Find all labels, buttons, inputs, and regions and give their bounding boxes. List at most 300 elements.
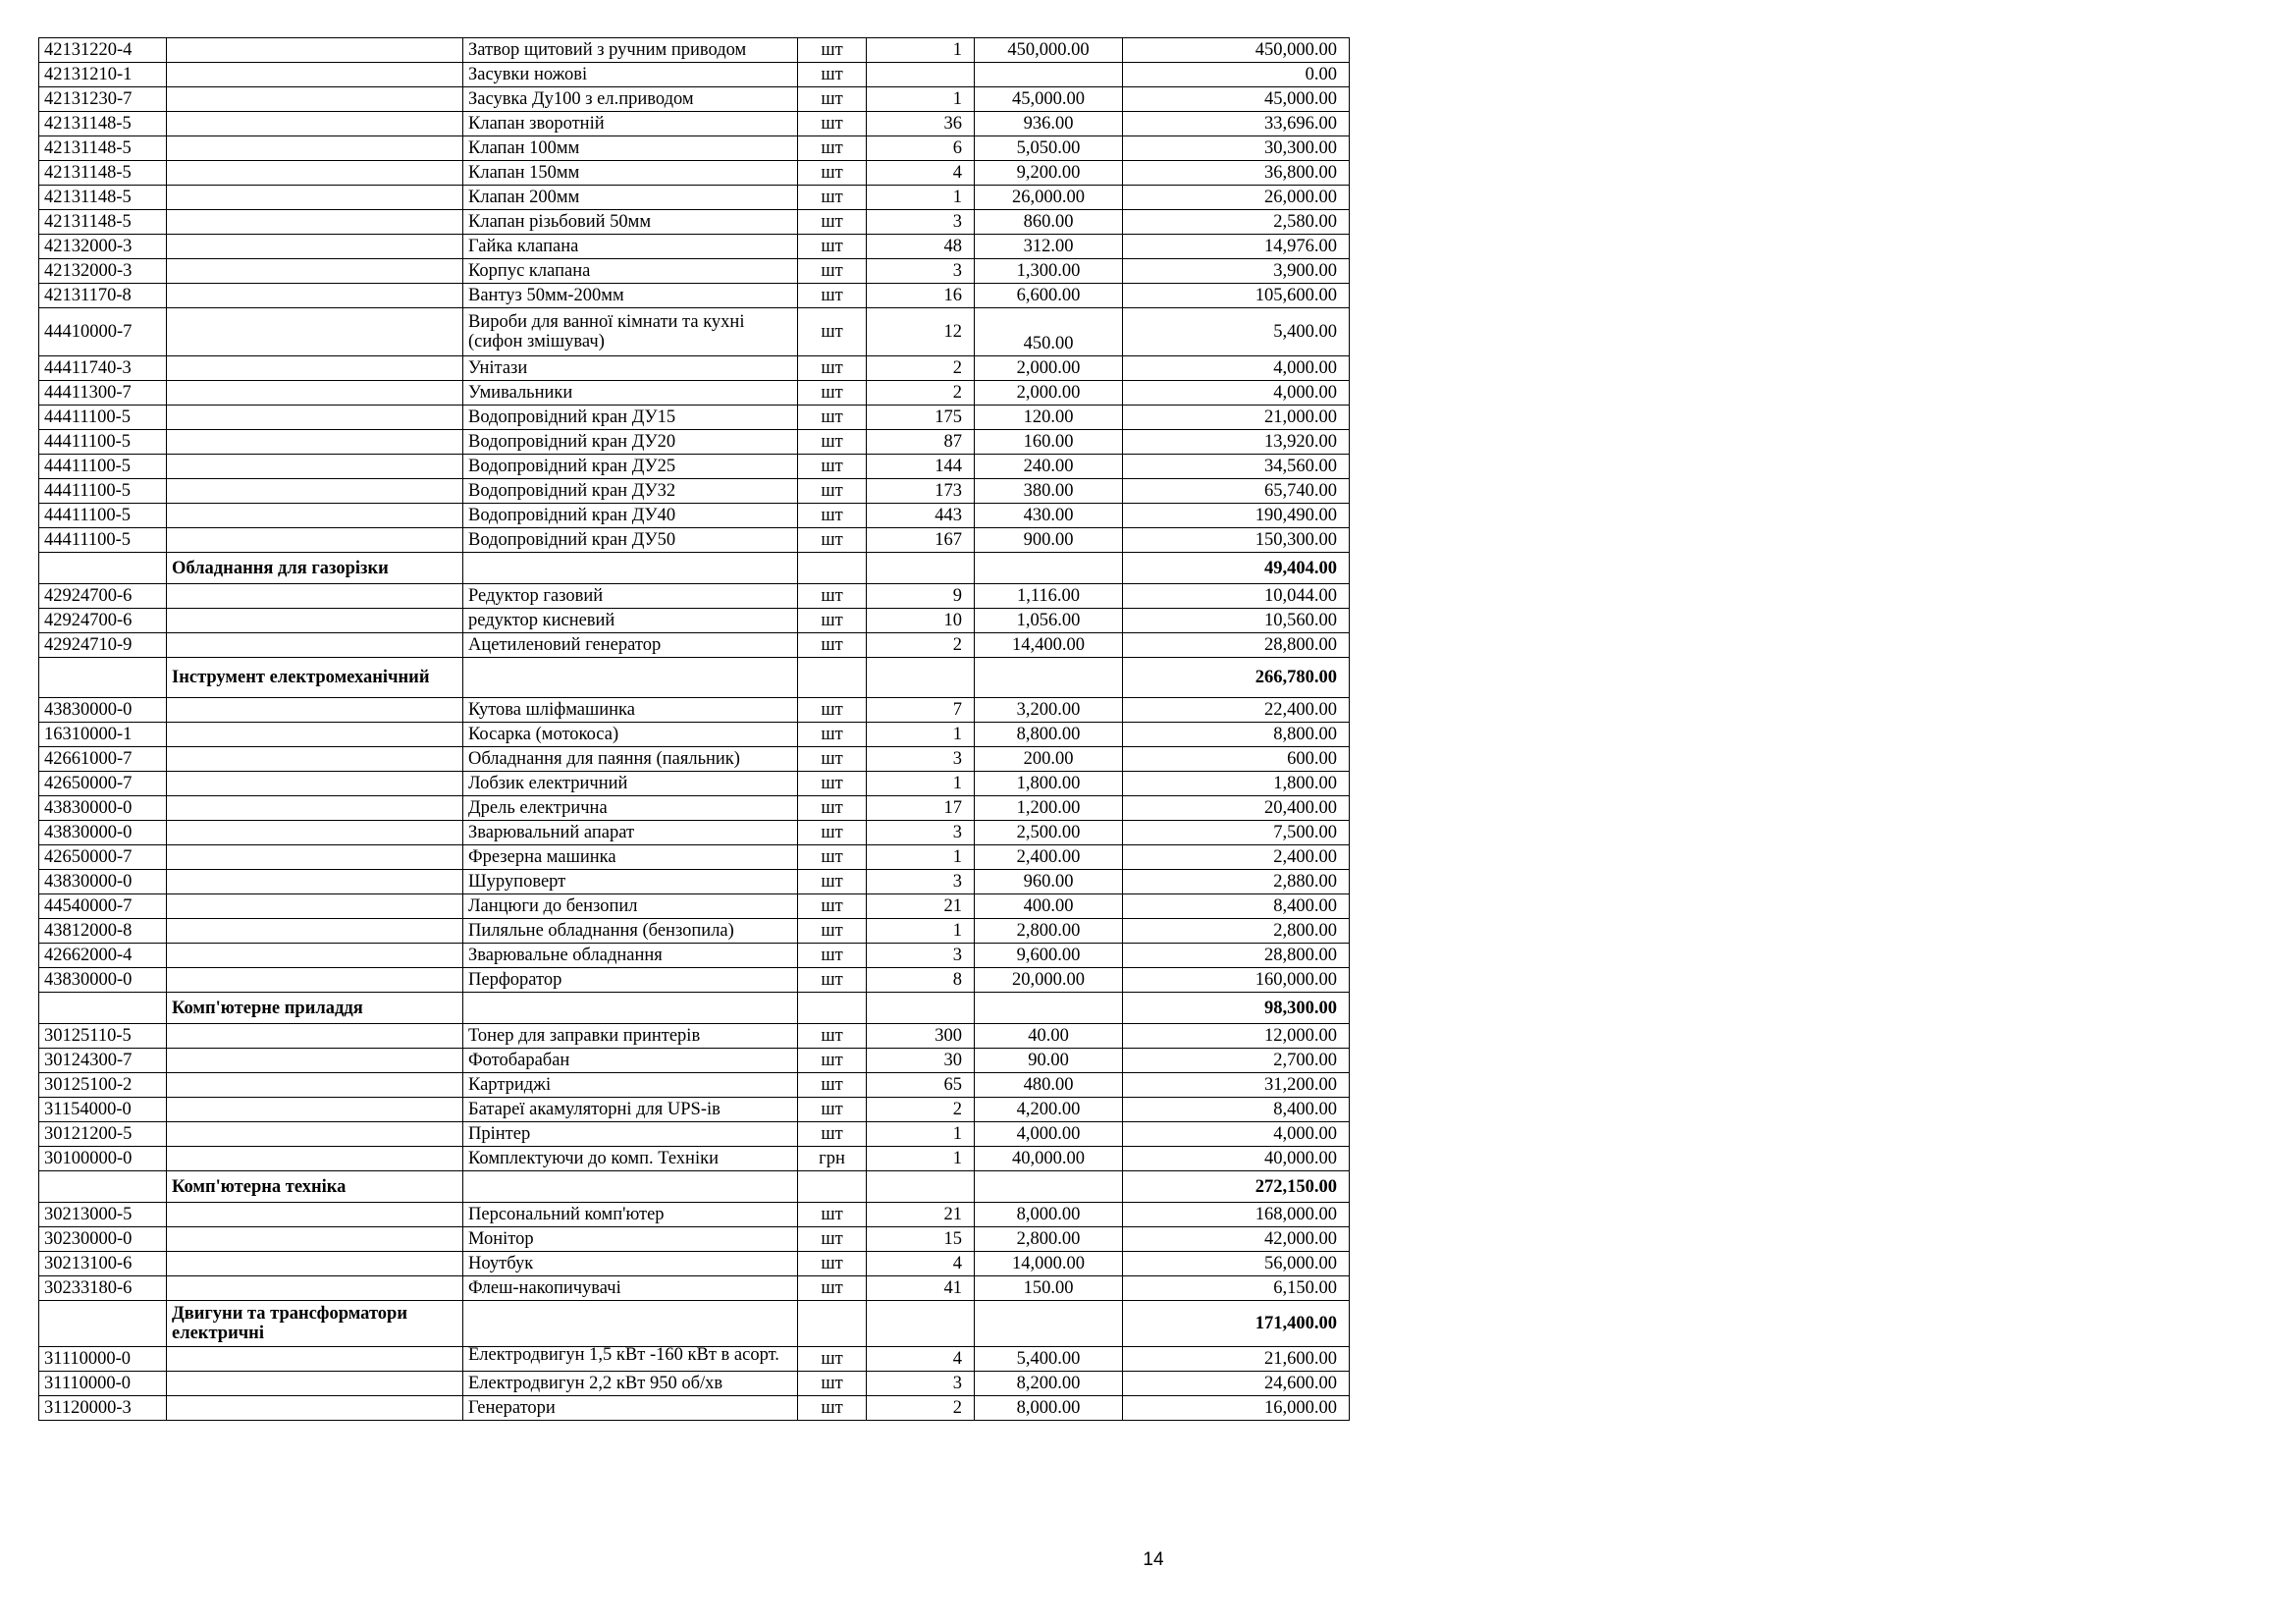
item-name: Засувка Ду100 з ел.приводом (463, 87, 798, 112)
price-cell: 450,000.00 (975, 38, 1123, 63)
code-cell (39, 553, 167, 584)
table-row (39, 1098, 1350, 1122)
unit-cell: шт (798, 1098, 867, 1122)
price-cell (975, 553, 1123, 584)
qty-cell (867, 63, 975, 87)
table-row (39, 308, 1350, 356)
qty-cell: 2 (867, 356, 975, 381)
empty-cell (167, 633, 463, 658)
table-row (39, 609, 1350, 633)
table-row (39, 1024, 1350, 1049)
item-name: Ноутбук (463, 1252, 798, 1276)
code-cell: 42131230-7 (39, 87, 167, 112)
item-name: Кутова шліфмашинка (463, 698, 798, 723)
qty-cell: 144 (867, 455, 975, 479)
unit-cell: шт (798, 136, 867, 161)
price-cell: 5,400.00 (975, 1347, 1123, 1372)
qty-cell: 1 (867, 1147, 975, 1171)
code-cell: 30125110-5 (39, 1024, 167, 1049)
table-row (39, 430, 1350, 455)
code-cell: 42662000-4 (39, 944, 167, 968)
table-row (39, 161, 1350, 186)
item-name: Водопровідний кран ДУ50 (463, 528, 798, 553)
item-name: Лобзик електричний (463, 772, 798, 796)
category-row (39, 993, 1350, 1024)
qty-cell (867, 658, 975, 698)
code-cell: 44411300-7 (39, 381, 167, 406)
empty-cell (167, 186, 463, 210)
total-cell: 3,900.00 (1123, 259, 1350, 284)
item-name: Персональний комп'ютер (463, 1203, 798, 1227)
total-cell: 31,200.00 (1123, 1073, 1350, 1098)
empty-cell (167, 1049, 463, 1073)
code-cell: 42650000-7 (39, 772, 167, 796)
qty-cell (867, 1171, 975, 1203)
table-row (39, 747, 1350, 772)
price-cell: 150.00 (975, 1276, 1123, 1301)
table-row (39, 186, 1350, 210)
price-cell: 4,000.00 (975, 1122, 1123, 1147)
empty-cell (167, 308, 463, 356)
code-cell: 42131148-5 (39, 210, 167, 235)
empty-cell (167, 609, 463, 633)
item-name: Водопровідний кран ДУ20 (463, 430, 798, 455)
code-cell: 43830000-0 (39, 796, 167, 821)
code-cell: 43812000-8 (39, 919, 167, 944)
total-cell: 13,920.00 (1123, 430, 1350, 455)
total-cell: 5,400.00 (1123, 308, 1350, 356)
category-total: 266,780.00 (1123, 658, 1350, 698)
code-cell: 43830000-0 (39, 968, 167, 993)
unit-cell: шт (798, 944, 867, 968)
item-name: Водопровідний кран ДУ40 (463, 504, 798, 528)
qty-cell: 7 (867, 698, 975, 723)
total-cell: 26,000.00 (1123, 186, 1350, 210)
empty-cell (167, 747, 463, 772)
code-cell: 31110000-0 (39, 1347, 167, 1372)
total-cell: 34,560.00 (1123, 455, 1350, 479)
table-row (39, 1122, 1350, 1147)
table-row (39, 1347, 1350, 1372)
empty-cell (167, 944, 463, 968)
item-name: Батареї акамуляторні для UPS-ів (463, 1098, 798, 1122)
table-row (39, 63, 1350, 87)
empty-cell (167, 479, 463, 504)
category-total: 98,300.00 (1123, 993, 1350, 1024)
empty-cell (167, 584, 463, 609)
table-row (39, 479, 1350, 504)
unit-cell: шт (798, 356, 867, 381)
qty-cell: 48 (867, 235, 975, 259)
unit-cell: шт (798, 698, 867, 723)
empty-cell (167, 381, 463, 406)
table-row (39, 1252, 1350, 1276)
price-cell: 3,200.00 (975, 698, 1123, 723)
empty-cell (167, 38, 463, 63)
total-cell: 10,044.00 (1123, 584, 1350, 609)
item-name: Вироби для ванної кімнати та кухні (сифон змішувач) (463, 308, 798, 356)
code-cell (39, 993, 167, 1024)
code-cell: 43830000-0 (39, 870, 167, 894)
code-cell: 30213100-6 (39, 1252, 167, 1276)
empty-cell (167, 1227, 463, 1252)
total-cell: 8,400.00 (1123, 894, 1350, 919)
qty-cell: 3 (867, 259, 975, 284)
total-cell: 65,740.00 (1123, 479, 1350, 504)
empty-cell (167, 1396, 463, 1421)
qty-cell: 9 (867, 584, 975, 609)
unit-cell: шт (798, 210, 867, 235)
category-total: 49,404.00 (1123, 553, 1350, 584)
price-cell: 2,800.00 (975, 919, 1123, 944)
price-cell: 1,056.00 (975, 609, 1123, 633)
price-cell: 430.00 (975, 504, 1123, 528)
item-name: Шуруповерт (463, 870, 798, 894)
unit-cell: шт (798, 308, 867, 356)
empty-cell (167, 772, 463, 796)
qty-cell: 1 (867, 919, 975, 944)
empty-cell (167, 210, 463, 235)
qty-cell: 16 (867, 284, 975, 308)
item-name: Умивальники (463, 381, 798, 406)
total-cell: 2,700.00 (1123, 1049, 1350, 1073)
table-row (39, 406, 1350, 430)
total-cell: 160,000.00 (1123, 968, 1350, 993)
item-name: Водопровідний кран ДУ32 (463, 479, 798, 504)
price-cell: 936.00 (975, 112, 1123, 136)
item-name: Перфоратор (463, 968, 798, 993)
empty-cell (167, 528, 463, 553)
qty-cell: 87 (867, 430, 975, 455)
price-cell: 1,116.00 (975, 584, 1123, 609)
table-row (39, 235, 1350, 259)
qty-cell: 15 (867, 1227, 975, 1252)
price-cell (975, 63, 1123, 87)
table-row (39, 259, 1350, 284)
total-cell: 40,000.00 (1123, 1147, 1350, 1171)
table-row (39, 455, 1350, 479)
price-cell: 900.00 (975, 528, 1123, 553)
unit-cell: шт (798, 1203, 867, 1227)
qty-cell: 173 (867, 479, 975, 504)
price-cell: 1,300.00 (975, 259, 1123, 284)
unit-cell: грн (798, 1147, 867, 1171)
name-cell (463, 993, 798, 1024)
item-name: Ланцюги до бензопил (463, 894, 798, 919)
empty-cell (167, 1122, 463, 1147)
table-row (39, 723, 1350, 747)
code-cell: 30100000-0 (39, 1147, 167, 1171)
table-row (39, 1203, 1350, 1227)
category-name: Інструмент електромеханічний (167, 658, 463, 698)
item-name: Клапан 150мм (463, 161, 798, 186)
price-cell: 120.00 (975, 406, 1123, 430)
unit-cell: шт (798, 894, 867, 919)
category-name: Двигуни та трансформатори електричні (167, 1301, 463, 1347)
table-row (39, 381, 1350, 406)
qty-cell: 4 (867, 161, 975, 186)
table-body (39, 38, 1350, 1421)
total-cell: 150,300.00 (1123, 528, 1350, 553)
code-cell: 44411100-5 (39, 528, 167, 553)
item-name: Флеш-накопичувачі (463, 1276, 798, 1301)
unit-cell: шт (798, 609, 867, 633)
qty-cell: 2 (867, 1396, 975, 1421)
code-cell: 30230000-0 (39, 1227, 167, 1252)
price-cell: 8,000.00 (975, 1203, 1123, 1227)
category-name: Обладнання для газорізки (167, 553, 463, 584)
qty-cell: 175 (867, 406, 975, 430)
unit-cell: шт (798, 845, 867, 870)
unit-cell: шт (798, 870, 867, 894)
empty-cell (167, 406, 463, 430)
item-name: Монітор (463, 1227, 798, 1252)
empty-cell (167, 821, 463, 845)
empty-cell (167, 1372, 463, 1396)
total-cell: 450,000.00 (1123, 38, 1350, 63)
code-cell: 44410000-7 (39, 308, 167, 356)
total-cell: 24,600.00 (1123, 1372, 1350, 1396)
empty-cell (167, 968, 463, 993)
unit-cell (798, 553, 867, 584)
table-row (39, 112, 1350, 136)
code-cell: 42131220-4 (39, 38, 167, 63)
qty-cell: 2 (867, 1098, 975, 1122)
item-name: редуктор кисневий (463, 609, 798, 633)
table-row (39, 584, 1350, 609)
code-cell: 43830000-0 (39, 698, 167, 723)
empty-cell (167, 1098, 463, 1122)
code-cell: 30213000-5 (39, 1203, 167, 1227)
total-cell: 2,400.00 (1123, 845, 1350, 870)
unit-cell: шт (798, 1252, 867, 1276)
item-name: Прінтер (463, 1122, 798, 1147)
total-cell: 4,000.00 (1123, 356, 1350, 381)
code-cell: 44411100-5 (39, 479, 167, 504)
qty-cell: 41 (867, 1276, 975, 1301)
procurement-table (38, 37, 1350, 1421)
price-cell: 2,800.00 (975, 1227, 1123, 1252)
page-number: 14 (1143, 1549, 1164, 1570)
table-row (39, 796, 1350, 821)
code-cell: 42131210-1 (39, 63, 167, 87)
qty-cell: 21 (867, 894, 975, 919)
code-cell: 42132000-3 (39, 259, 167, 284)
unit-cell: шт (798, 919, 867, 944)
empty-cell (167, 1203, 463, 1227)
qty-cell: 1 (867, 186, 975, 210)
total-cell: 28,800.00 (1123, 633, 1350, 658)
table-row (39, 944, 1350, 968)
total-cell: 20,400.00 (1123, 796, 1350, 821)
name-cell (463, 658, 798, 698)
item-name: Затвор щитовий з ручним приводом (463, 38, 798, 63)
qty-cell: 17 (867, 796, 975, 821)
qty-cell: 3 (867, 944, 975, 968)
qty-cell: 6 (867, 136, 975, 161)
item-name: Водопровідний кран ДУ25 (463, 455, 798, 479)
qty-cell: 30 (867, 1049, 975, 1073)
table-row (39, 38, 1350, 63)
total-cell: 2,800.00 (1123, 919, 1350, 944)
item-name: Фотобарабан (463, 1049, 798, 1073)
unit-cell: шт (798, 430, 867, 455)
price-cell: 2,500.00 (975, 821, 1123, 845)
unit-cell: шт (798, 747, 867, 772)
empty-cell (167, 356, 463, 381)
total-cell: 7,500.00 (1123, 821, 1350, 845)
unit-cell (798, 1301, 867, 1347)
empty-cell (167, 1252, 463, 1276)
item-name: Фрезерна машинка (463, 845, 798, 870)
price-cell: 8,800.00 (975, 723, 1123, 747)
unit-cell: шт (798, 455, 867, 479)
price-cell: 14,000.00 (975, 1252, 1123, 1276)
empty-cell (167, 87, 463, 112)
price-cell: 2,400.00 (975, 845, 1123, 870)
unit-cell: шт (798, 112, 867, 136)
code-cell: 42924700-6 (39, 584, 167, 609)
qty-cell: 3 (867, 870, 975, 894)
unit-cell: шт (798, 1024, 867, 1049)
qty-cell: 3 (867, 821, 975, 845)
unit-cell: шт (798, 504, 867, 528)
unit-cell: шт (798, 1396, 867, 1421)
qty-cell: 1 (867, 845, 975, 870)
qty-cell: 1 (867, 87, 975, 112)
price-cell: 5,050.00 (975, 136, 1123, 161)
unit-cell: шт (798, 1049, 867, 1073)
unit-cell: шт (798, 406, 867, 430)
total-cell: 30,300.00 (1123, 136, 1350, 161)
total-cell: 168,000.00 (1123, 1203, 1350, 1227)
total-cell: 8,400.00 (1123, 1098, 1350, 1122)
code-cell: 42131170-8 (39, 284, 167, 308)
total-cell: 21,000.00 (1123, 406, 1350, 430)
total-cell: 10,560.00 (1123, 609, 1350, 633)
code-cell: 43830000-0 (39, 821, 167, 845)
qty-cell: 300 (867, 1024, 975, 1049)
name-cell (463, 1171, 798, 1203)
total-cell: 33,696.00 (1123, 112, 1350, 136)
code-cell: 31154000-0 (39, 1098, 167, 1122)
empty-cell (167, 1073, 463, 1098)
table-row (39, 698, 1350, 723)
empty-cell (167, 161, 463, 186)
qty-cell (867, 1301, 975, 1347)
item-name: Пиляльне обладнання (бензопила) (463, 919, 798, 944)
unit-cell: шт (798, 1227, 867, 1252)
item-name: Електродвигун 2,2 кВт 950 об/хв (463, 1372, 798, 1396)
code-cell: 42924710-9 (39, 633, 167, 658)
price-cell: 40,000.00 (975, 1147, 1123, 1171)
code-cell: 44411100-5 (39, 430, 167, 455)
unit-cell: шт (798, 63, 867, 87)
qty-cell: 1 (867, 723, 975, 747)
item-name: Корпус клапана (463, 259, 798, 284)
empty-cell (167, 1347, 463, 1372)
total-cell: 4,000.00 (1123, 381, 1350, 406)
price-cell: 160.00 (975, 430, 1123, 455)
item-name: Комплектуючи до комп. Техніки (463, 1147, 798, 1171)
total-cell: 14,976.00 (1123, 235, 1350, 259)
item-name: Косарка (мотокоса) (463, 723, 798, 747)
code-cell: 44411740-3 (39, 356, 167, 381)
item-name: Генератори (463, 1396, 798, 1421)
code-cell: 44411100-5 (39, 406, 167, 430)
table-row (39, 919, 1350, 944)
code-cell (39, 1301, 167, 1347)
empty-cell (167, 845, 463, 870)
qty-cell: 2 (867, 633, 975, 658)
item-name: Редуктор газовий (463, 584, 798, 609)
total-cell: 0.00 (1123, 63, 1350, 87)
total-cell: 21,600.00 (1123, 1347, 1350, 1372)
total-cell: 56,000.00 (1123, 1252, 1350, 1276)
qty-cell: 8 (867, 968, 975, 993)
table-row (39, 1372, 1350, 1396)
price-cell (975, 1171, 1123, 1203)
qty-cell: 1 (867, 38, 975, 63)
qty-cell (867, 993, 975, 1024)
qty-cell: 3 (867, 747, 975, 772)
unit-cell: шт (798, 528, 867, 553)
unit-cell: шт (798, 821, 867, 845)
table-row (39, 633, 1350, 658)
price-cell: 200.00 (975, 747, 1123, 772)
unit-cell: шт (798, 381, 867, 406)
empty-cell (167, 504, 463, 528)
item-name: Картриджі (463, 1073, 798, 1098)
price-cell: 6,600.00 (975, 284, 1123, 308)
table-row (39, 136, 1350, 161)
item-name: Клапан 100мм (463, 136, 798, 161)
category-row (39, 1171, 1350, 1203)
category-row (39, 1301, 1350, 1347)
total-cell: 22,400.00 (1123, 698, 1350, 723)
price-cell: 380.00 (975, 479, 1123, 504)
code-cell (39, 658, 167, 698)
category-name: Комп'ютерна техніка (167, 1171, 463, 1203)
table-row (39, 1147, 1350, 1171)
empty-cell (167, 870, 463, 894)
category-row (39, 553, 1350, 584)
item-name: Засувки ножові (463, 63, 798, 87)
code-cell: 44540000-7 (39, 894, 167, 919)
price-cell: 960.00 (975, 870, 1123, 894)
total-cell: 1,800.00 (1123, 772, 1350, 796)
total-cell: 12,000.00 (1123, 1024, 1350, 1049)
code-cell: 42661000-7 (39, 747, 167, 772)
code-cell: 31110000-0 (39, 1372, 167, 1396)
price-cell: 90.00 (975, 1049, 1123, 1073)
unit-cell: шт (798, 584, 867, 609)
unit-cell: шт (798, 1073, 867, 1098)
table-row (39, 1396, 1350, 1421)
unit-cell: шт (798, 772, 867, 796)
price-cell: 1,800.00 (975, 772, 1123, 796)
empty-cell (167, 723, 463, 747)
code-cell: 42924700-6 (39, 609, 167, 633)
code-cell: 42132000-3 (39, 235, 167, 259)
qty-cell: 4 (867, 1347, 975, 1372)
category-total: 272,150.00 (1123, 1171, 1350, 1203)
qty-cell: 10 (867, 609, 975, 633)
unit-cell (798, 1171, 867, 1203)
price-cell: 480.00 (975, 1073, 1123, 1098)
item-name: Дрель електрична (463, 796, 798, 821)
price-cell: 240.00 (975, 455, 1123, 479)
